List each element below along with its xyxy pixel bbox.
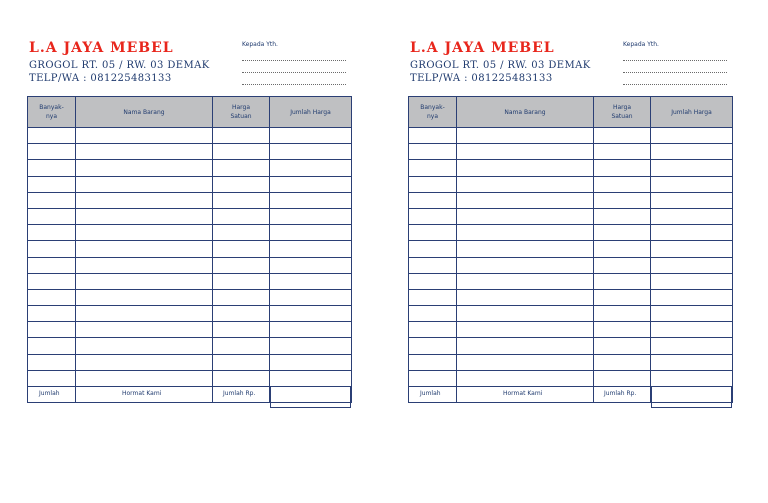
table-row [28,354,352,370]
qty-cell[interactable] [28,144,76,160]
table-row [28,306,352,322]
qty-cell[interactable] [409,289,457,305]
total-cell[interactable] [651,338,733,354]
price-cell[interactable] [213,176,270,192]
total-cell[interactable] [270,144,352,160]
total-cell[interactable] [651,273,733,289]
price-cell[interactable] [213,257,270,273]
qty-cell[interactable] [28,192,76,208]
company-name: L.A JAYA MEBEL [29,40,174,56]
header-qty [409,97,457,128]
recipient-line[interactable] [242,72,346,73]
price-cell[interactable] [594,160,651,176]
header-qty-line2: nya [426,113,439,120]
item-cell[interactable] [76,225,213,241]
header-total: Jumlah Harga [651,97,733,128]
price-cell[interactable] [213,128,270,144]
table-row [28,160,352,176]
price-cell[interactable] [213,192,270,208]
recipient-line[interactable] [623,60,727,61]
qty-cell[interactable] [409,257,457,273]
recipient-label: Kepada Yth. [623,41,659,48]
footer-hormat-label: Hormat Kami [122,390,162,397]
items-table [27,96,352,403]
footer-jumlah-label: Jumlah [39,390,60,397]
price-cell[interactable] [213,354,270,370]
qty-cell[interactable] [409,338,457,354]
table-row [409,338,733,354]
price-cell[interactable] [213,370,270,386]
table-row [409,354,733,370]
qty-cell[interactable] [409,370,457,386]
recipient-line[interactable] [623,72,727,73]
table-row [28,322,352,338]
header-price-line2: Satuan [230,113,252,120]
footer-jumlah-rp-label: Jumlah Rp. [604,390,637,397]
price-cell[interactable] [213,208,270,224]
price-cell[interactable] [594,289,651,305]
qty-cell[interactable] [409,306,457,322]
table-row [409,225,733,241]
total-cell[interactable] [651,128,733,144]
table-row [28,144,352,160]
item-cell[interactable] [457,160,594,176]
table-row [28,128,352,144]
table-header-row [28,97,352,128]
price-cell[interactable] [213,306,270,322]
total-cell[interactable] [651,225,733,241]
total-cell[interactable] [270,241,352,257]
price-cell[interactable] [594,241,651,257]
qty-cell[interactable] [28,354,76,370]
table-row [409,208,733,224]
qty-cell[interactable] [409,176,457,192]
total-cell[interactable] [270,176,352,192]
price-cell[interactable] [594,192,651,208]
table-row [409,128,733,144]
total-cell[interactable] [270,128,352,144]
total-cell[interactable] [651,144,733,160]
header-price [594,97,651,128]
price-cell[interactable] [594,144,651,160]
header-item: Nama Barang [457,97,594,128]
footer-jumlah-label: Jumlah [420,390,441,397]
total-cell[interactable] [270,354,352,370]
grand-total-box[interactable] [270,387,351,408]
recipient-line[interactable] [242,60,346,61]
price-cell[interactable] [594,338,651,354]
qty-cell[interactable] [409,208,457,224]
item-cell[interactable] [457,273,594,289]
price-cell[interactable] [213,144,270,160]
table-row [409,289,733,305]
item-cell[interactable] [457,128,594,144]
header-price-line1: Harga [612,104,632,111]
total-cell[interactable] [270,192,352,208]
header-qty [28,97,76,128]
total-cell[interactable] [270,338,352,354]
item-cell[interactable] [76,192,213,208]
item-cell[interactable] [76,160,213,176]
total-cell[interactable] [651,354,733,370]
total-cell[interactable] [651,306,733,322]
item-cell[interactable] [457,176,594,192]
total-cell[interactable] [270,257,352,273]
item-cell[interactable] [76,354,213,370]
qty-cell[interactable] [409,273,457,289]
qty-cell[interactable] [409,225,457,241]
item-cell[interactable] [76,273,213,289]
grand-total-box[interactable] [651,387,732,408]
item-cell[interactable] [457,354,594,370]
item-cell[interactable] [457,144,594,160]
price-cell[interactable] [594,225,651,241]
total-cell[interactable] [270,225,352,241]
total-cell[interactable] [270,273,352,289]
total-cell[interactable] [651,192,733,208]
total-cell[interactable] [270,289,352,305]
item-cell[interactable] [457,192,594,208]
table-row [28,289,352,305]
item-cell[interactable] [457,338,594,354]
table-row [409,370,733,386]
table-row [409,192,733,208]
recipient-label: Kepada Yth. [242,41,278,48]
qty-cell[interactable] [409,241,457,257]
qty-cell[interactable] [409,128,457,144]
table-row [409,241,733,257]
total-cell[interactable] [651,289,733,305]
qty-cell[interactable] [28,306,76,322]
qty-cell[interactable] [409,192,457,208]
table-row [28,176,352,192]
table-row [409,144,733,160]
table-row [28,208,352,224]
price-cell[interactable] [213,225,270,241]
price-cell[interactable] [594,354,651,370]
header-qty-line2: nya [45,113,58,120]
item-cell[interactable] [457,322,594,338]
header-total: Jumlah Harga [270,97,352,128]
price-cell[interactable] [213,273,270,289]
invoice-form-left [27,0,357,503]
item-cell[interactable] [76,208,213,224]
recipient-line[interactable] [242,84,346,85]
header-qty-line1: Banyak- [420,104,445,111]
total-cell[interactable] [651,257,733,273]
total-cell[interactable] [270,370,352,386]
header-qty-line1: Banyak- [39,104,64,111]
footer-hormat-label: Hormat Kami [503,390,543,397]
table-row [409,273,733,289]
items-table [408,96,733,403]
total-cell[interactable] [651,160,733,176]
qty-cell[interactable] [28,322,76,338]
item-cell[interactable] [457,241,594,257]
price-cell[interactable] [594,322,651,338]
total-cell[interactable] [270,160,352,176]
item-cell[interactable] [76,241,213,257]
header-price-line1: Harga [231,104,251,111]
price-cell[interactable] [594,257,651,273]
price-cell[interactable] [213,289,270,305]
item-cell[interactable] [76,128,213,144]
price-cell[interactable] [213,338,270,354]
table-row [28,225,352,241]
table-row [28,241,352,257]
item-cell[interactable] [76,144,213,160]
price-cell[interactable] [213,160,270,176]
footer-jumlah-rp-label: Jumlah Rp. [223,390,256,397]
price-cell[interactable] [594,370,651,386]
qty-cell[interactable] [28,273,76,289]
company-phone: TELP/WA : 081225483133 [410,73,553,84]
item-cell[interactable] [76,289,213,305]
qty-cell[interactable] [28,241,76,257]
item-cell[interactable] [76,370,213,386]
qty-cell[interactable] [28,338,76,354]
total-cell[interactable] [651,370,733,386]
header-price-line2: Satuan [611,113,633,120]
header-item: Nama Barang [76,97,213,128]
item-cell[interactable] [76,322,213,338]
table-header-row [409,97,733,128]
qty-cell[interactable] [28,160,76,176]
qty-cell[interactable] [28,225,76,241]
table-row [409,176,733,192]
qty-cell[interactable] [28,289,76,305]
price-cell[interactable] [594,273,651,289]
total-cell[interactable] [651,322,733,338]
table-row [28,370,352,386]
qty-cell[interactable] [409,160,457,176]
item-cell[interactable] [457,289,594,305]
company-address: GROGOL RT. 05 / RW. 03 DEMAK [29,60,210,71]
price-cell[interactable] [594,128,651,144]
company-name: L.A JAYA MEBEL [410,40,555,56]
company-phone: TELP/WA : 081225483133 [29,73,172,84]
qty-cell[interactable] [28,257,76,273]
header-price [213,97,270,128]
item-cell[interactable] [76,338,213,354]
item-cell[interactable] [76,176,213,192]
qty-cell[interactable] [28,370,76,386]
table-row [409,322,733,338]
qty-cell[interactable] [28,176,76,192]
price-cell[interactable] [213,241,270,257]
price-cell[interactable] [594,176,651,192]
invoice-form-right [408,0,738,503]
total-cell[interactable] [651,241,733,257]
company-address: GROGOL RT. 05 / RW. 03 DEMAK [410,60,591,71]
total-cell[interactable] [651,176,733,192]
price-cell[interactable] [594,306,651,322]
total-cell[interactable] [270,208,352,224]
qty-cell[interactable] [409,322,457,338]
item-cell[interactable] [457,225,594,241]
total-cell[interactable] [651,208,733,224]
table-row [28,273,352,289]
item-cell[interactable] [457,370,594,386]
total-cell[interactable] [270,322,352,338]
qty-cell[interactable] [409,144,457,160]
item-cell[interactable] [76,257,213,273]
table-row [409,257,733,273]
table-row [409,306,733,322]
item-cell[interactable] [457,257,594,273]
table-row [409,160,733,176]
qty-cell[interactable] [28,208,76,224]
qty-cell[interactable] [409,354,457,370]
item-cell[interactable] [457,208,594,224]
table-row [28,257,352,273]
table-row [28,192,352,208]
item-cell[interactable] [457,306,594,322]
price-cell[interactable] [594,208,651,224]
price-cell[interactable] [213,322,270,338]
total-cell[interactable] [270,306,352,322]
item-cell[interactable] [76,306,213,322]
qty-cell[interactable] [28,128,76,144]
recipient-line[interactable] [623,84,727,85]
table-row [28,338,352,354]
